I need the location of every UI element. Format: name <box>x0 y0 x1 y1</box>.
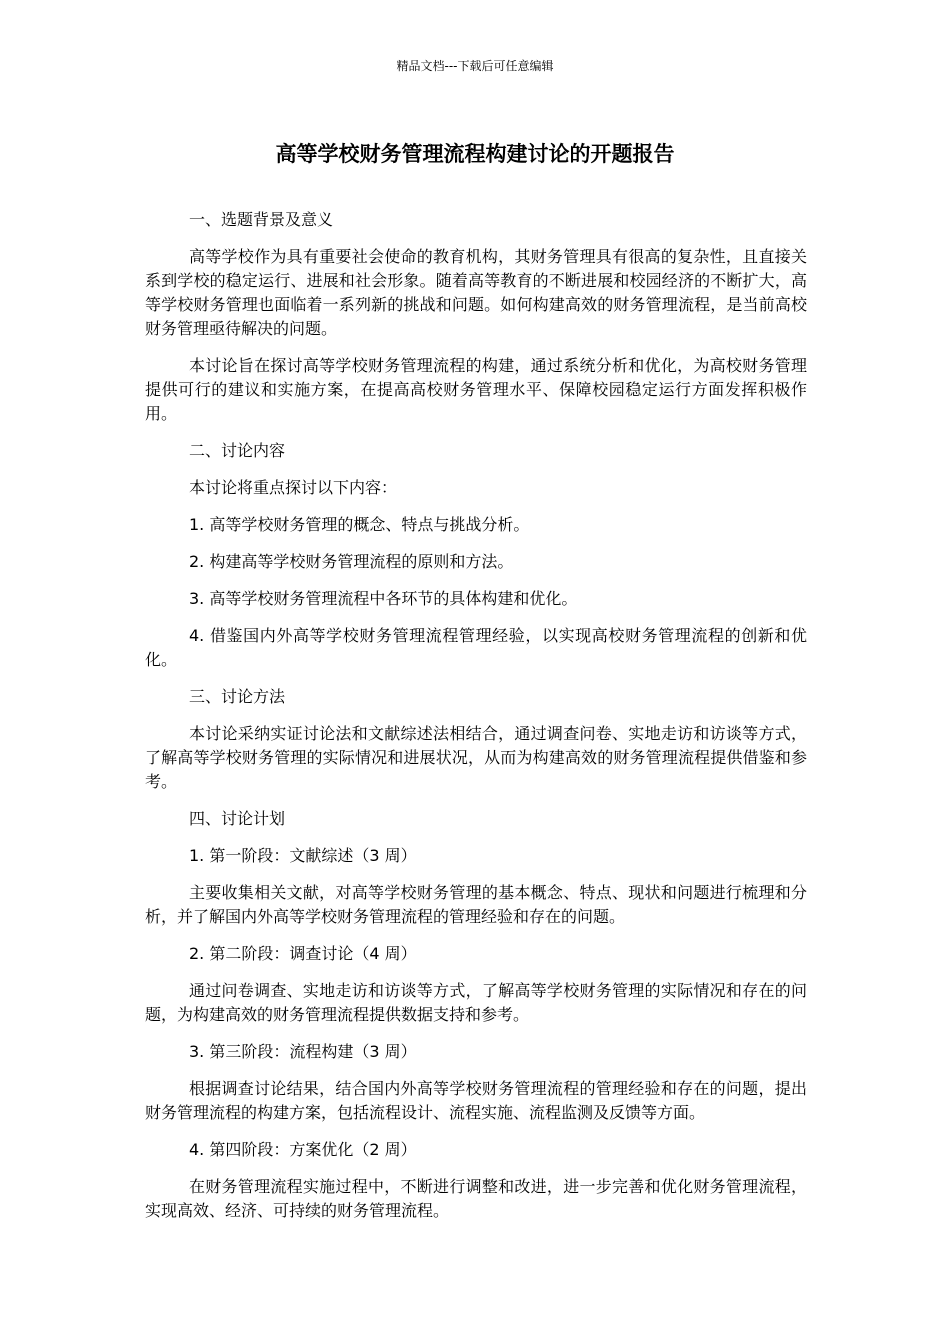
plan-stage-4-text: 在财务管理流程实施过程中，不断进行调整和改进，进一步完善和优化财务管理流程，实现高效、经济、可持续的财务管理流程。 <box>145 1177 807 1220</box>
document-body <box>145 208 807 1236</box>
section-heading-content: 二、讨论内容 <box>189 441 286 460</box>
list-item-content-1: 1. 高等学校财务管理的概念、特点与挑战分析。 <box>189 515 530 534</box>
plan-stage-3-text: 根据调查讨论结果，结合国内外高等学校财务管理流程的管理经验和存在的问题，提出财务管理流程的构建方案，包括流程设计、流程实施、流程监测及反馈等方面。 <box>145 1079 807 1122</box>
paragraph-background: 高等学校作为具有重要社会使命的教育机构，其财务管理具有很高的复杂性，且直接关系到学校的稳定运行、进展和社会形象。随着高等教育的不断进展和校园经济的不断扩大，高等学校财务管理也面临着一系列新的挑战和问题。如何构建高效的财务管理流程，是当前高校财务管理亟待解决的问题。 <box>145 247 807 338</box>
section-heading-method: 三、讨论方法 <box>189 687 286 706</box>
section-heading-plan: 四、讨论计划 <box>189 809 286 828</box>
list-item-content-4: 4. 借鉴国内外高等学校财务管理流程管理经验，以实现高校财务管理流程的创新和优化。 <box>145 626 807 669</box>
paragraph-content-intro: 本讨论将重点探讨以下内容： <box>189 478 398 497</box>
list-item-content-3: 3. 高等学校财务管理流程中各环节的具体构建和优化。 <box>189 589 578 608</box>
plan-stage-4-heading: 4. 第四阶段：方案优化（2 周） <box>189 1140 417 1159</box>
paragraph-method: 本讨论采纳实证讨论法和文献综述法相结合，通过调查问卷、实地走访和访谈等方式，了解高等学校财务管理的实际情况和进展状况，从而为构建高效的财务管理流程提供借鉴和参考。 <box>145 724 807 791</box>
paragraph-purpose: 本讨论旨在探讨高等学校财务管理流程的构建，通过系统分析和优化，为高校财务管理提供可行的建议和实施方案，在提高高校财务管理水平、保障校园稳定运行方面发挥积极作用。 <box>145 356 807 423</box>
plan-stage-1-text: 主要收集相关文献，对高等学校财务管理的基本概念、特点、现状和问题进行梳理和分析，并了解国内外高等学校财务管理流程的管理经验和存在的问题。 <box>145 883 807 926</box>
plan-stage-2-heading: 2. 第二阶段：调查讨论（4 周） <box>189 944 417 963</box>
plan-stage-3-heading: 3. 第三阶段：流程构建（3 周） <box>189 1042 417 1061</box>
section-heading-background: 一、选题背景及意义 <box>189 210 334 229</box>
list-item-content-2: 2. 构建高等学校财务管理流程的原则和方法。 <box>189 552 514 571</box>
plan-stage-2-text: 通过问卷调查、实地走访和访谈等方式，了解高等学校财务管理的实际情况和存在的问题，为构建高效的财务管理流程提供数据支持和参考。 <box>145 981 807 1024</box>
plan-stage-1-heading: 1. 第一阶段：文献综述（3 周） <box>189 846 417 865</box>
document-title: 高等学校财务管理流程构建讨论的开题报告 <box>275 142 675 166</box>
header-note: 精品文档---下载后可任意编辑 <box>396 59 554 73</box>
